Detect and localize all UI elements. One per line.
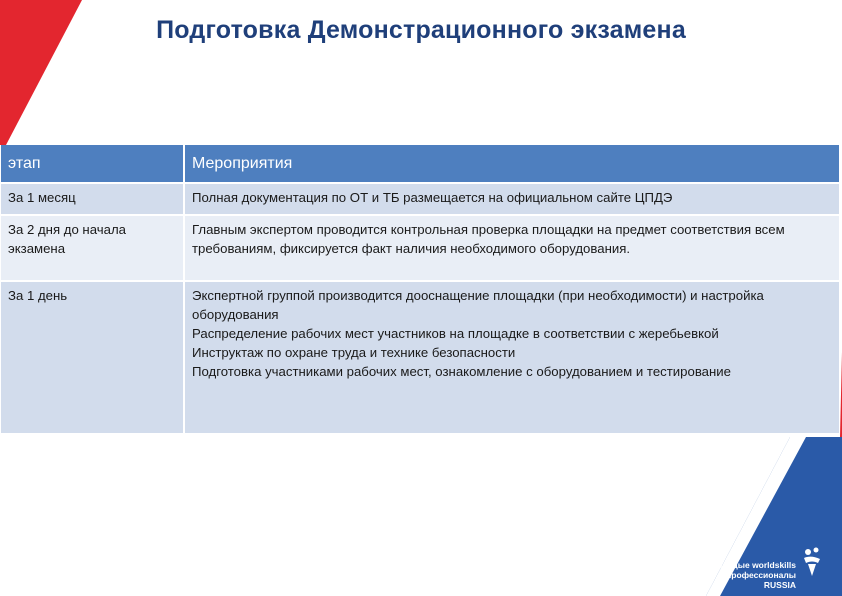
activity-line: Распределение рабочих мест участников на площадке в соответствии с жеребьевкой <box>192 326 719 341</box>
activities-cell <box>184 215 839 281</box>
table-header-row <box>1 145 839 183</box>
worldskills-logo <box>704 540 824 590</box>
table-row <box>1 183 839 215</box>
stage-cell: За 1 месяц <box>1 183 184 215</box>
activity-line: Подготовка участниками рабочих мест, ознакомление с оборудованием и тестирование <box>192 364 732 379</box>
activity-line: Главным экспертом проводится контрольная проверка площадки на предмет соответствия всем требованиям, фиксируется факт наличия необходимого оборудования. <box>192 222 785 256</box>
schedule-table <box>1 145 839 433</box>
activities-cell <box>184 183 839 215</box>
column-header-stage: этап <box>1 145 184 183</box>
worldskills-mark-icon <box>800 544 824 578</box>
page-title: Подготовка Демонстрационного экзамена <box>156 16 686 44</box>
column-header-activities: Мероприятия <box>184 145 839 183</box>
stage-cell: За 2 дня до начала экзамена <box>1 215 184 281</box>
table-row <box>1 281 839 433</box>
activity-line: Инструктаж по охране труда и технике безопасности <box>192 345 516 360</box>
table-row <box>1 215 839 281</box>
logo-line-1: молодые worldskills <box>710 560 796 570</box>
activities-cell <box>184 281 839 433</box>
logo-line-2: профессионалы RUSSIA <box>726 570 796 590</box>
activity-line: Полная документация по ОТ и ТБ размещается на официальном сайте ЦПДЭ <box>192 190 673 205</box>
stage-cell: За 1 день <box>1 281 184 433</box>
activity-line: Экспертной группой производится дооснащение площадки (при необходимости) и настройка оборудования <box>192 288 764 322</box>
